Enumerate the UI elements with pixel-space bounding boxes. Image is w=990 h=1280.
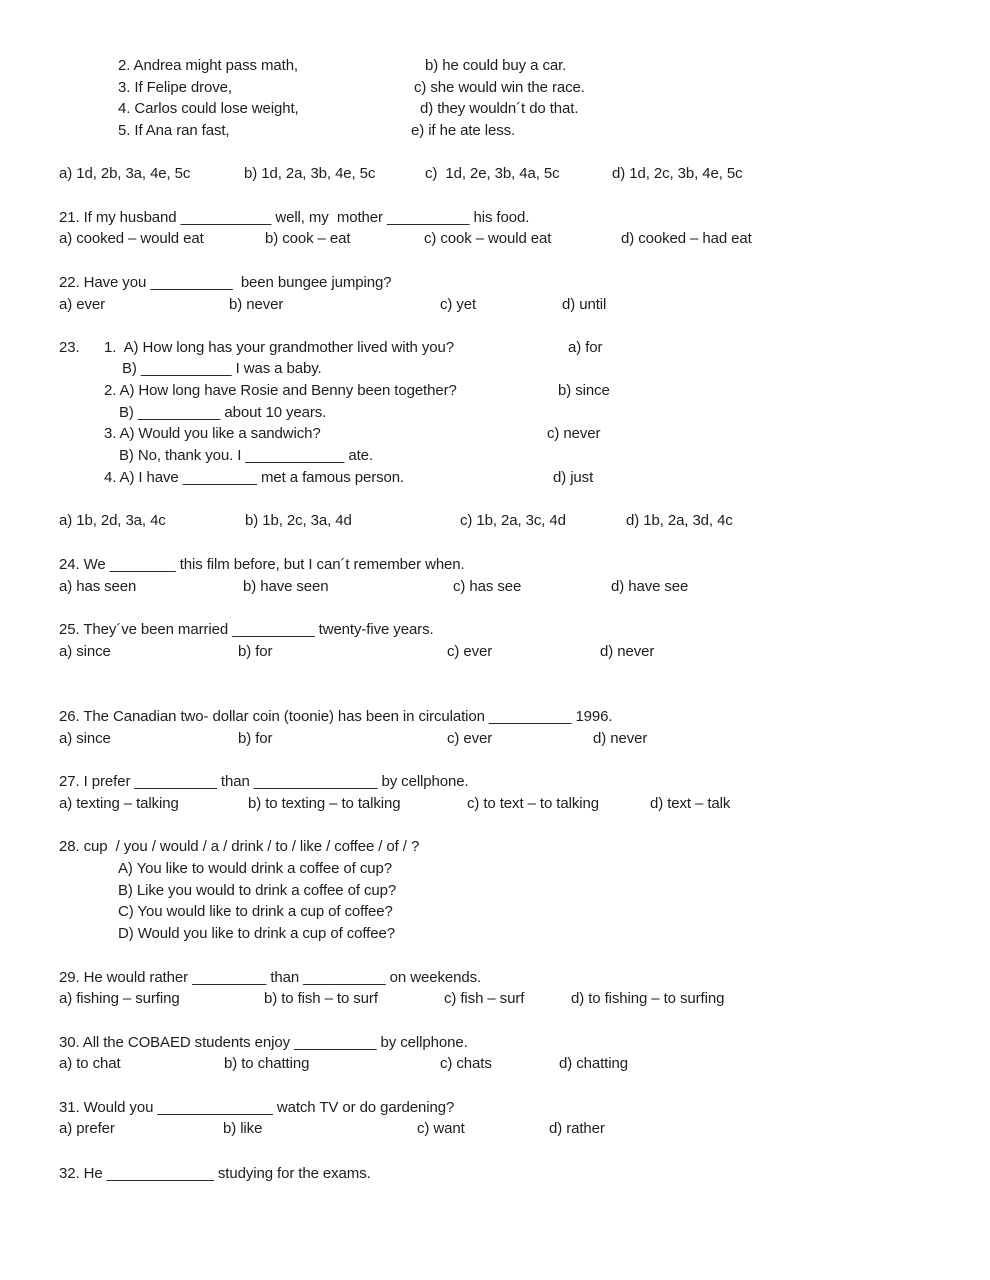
question-text: 31. Would you ______________ watch TV or do gardening? xyxy=(59,1099,455,1116)
match-left: 4. Carlos could lose weight, xyxy=(118,100,299,117)
question-text: 22. Have you __________ been bungee jumping? xyxy=(59,274,392,291)
sub-item: B) ___________ I was a baby. xyxy=(122,360,322,377)
options-22 xyxy=(0,294,990,316)
question-text: 32. He _____________ studying for the exams. xyxy=(59,1165,371,1182)
question-text: 25. They´ve been married __________ twenty-five years. xyxy=(59,621,434,638)
options-24 xyxy=(0,576,990,598)
match-left: 5. If Ana ran fast, xyxy=(118,122,230,139)
option-a: a) has seen xyxy=(59,578,137,595)
option-b: b) 1d, 2a, 3b, 4e, 5c xyxy=(244,165,376,182)
option-d: d) never xyxy=(600,643,655,660)
question-23-item-1b xyxy=(0,358,990,380)
question-text: 29. He would rather _________ than __________ on weekends. xyxy=(59,969,482,986)
option-d: d) rather xyxy=(549,1120,605,1137)
question-23-item-1a xyxy=(0,337,990,359)
match-left: 2. Andrea might pass math, xyxy=(118,57,299,74)
option-b: b) to texting – to talking xyxy=(248,795,401,812)
option-b: b) for xyxy=(238,730,273,747)
option-c: c) want xyxy=(417,1120,465,1137)
sub-item: 2. A) How long have Rosie and Benny been together? xyxy=(104,382,457,399)
option-d: d) cooked – had eat xyxy=(621,230,752,247)
option-a: a) 1b, 2d, 3a, 4c xyxy=(59,512,166,529)
matching-pair-4 xyxy=(0,98,990,120)
question-23-item-3a xyxy=(0,423,990,445)
question-28-choice-a xyxy=(0,858,990,880)
question-28-choice-b xyxy=(0,880,990,902)
question-23-item-2a xyxy=(0,380,990,402)
option-d: d) have see xyxy=(611,578,689,595)
option-b: b) for xyxy=(238,643,273,660)
option-d: d) until xyxy=(562,296,607,313)
options-21 xyxy=(0,228,990,250)
option-b: b) like xyxy=(223,1120,263,1137)
question-text: 24. We ________ this film before, but I can´t remember when. xyxy=(59,556,465,573)
option-a: a) fishing – surfing xyxy=(59,990,180,1007)
sub-item: C) You would like to drink a cup of coffee? xyxy=(118,903,393,920)
question-23-item-2b xyxy=(0,402,990,424)
option-d: d) never xyxy=(593,730,648,747)
option-a: a) ever xyxy=(59,296,105,313)
right-option-c: c) never xyxy=(547,425,601,442)
match-left: 3. If Felipe drove, xyxy=(118,79,232,96)
options-26 xyxy=(0,728,990,750)
sub-item: A) You like to would drink a coffee of cup? xyxy=(118,860,392,877)
option-d: d) text – talk xyxy=(650,795,731,812)
question-31 xyxy=(0,1097,990,1119)
option-d: d) to fishing – to surfing xyxy=(571,990,725,1007)
match-right: c) she would win the race. xyxy=(414,79,585,96)
sub-item: B) Like you would to drink a coffee of cup? xyxy=(118,882,397,899)
question-21 xyxy=(0,207,990,229)
option-b: b) never xyxy=(229,296,284,313)
option-c: c) ever xyxy=(447,643,493,660)
option-c: c) 1d, 2e, 3b, 4a, 5c xyxy=(425,165,560,182)
options-31 xyxy=(0,1118,990,1140)
option-c: c) cook – would eat xyxy=(424,230,552,247)
question-text: 30. All the COBAED students enjoy __________ by cellphone. xyxy=(59,1034,468,1051)
question-text: 26. The Canadian two- dollar coin (toonie) has been in circulation __________ 1996. xyxy=(59,708,613,725)
question-30 xyxy=(0,1032,990,1054)
sub-item: 4. A) I have _________ met a famous person. xyxy=(104,469,405,486)
option-c: c) yet xyxy=(440,296,477,313)
question-25 xyxy=(0,619,990,641)
question-28 xyxy=(0,836,990,858)
question-23-item-4a xyxy=(0,467,990,489)
option-a: a) since xyxy=(59,643,111,660)
question-text: 21. If my husband ___________ well, my mother __________ his food. xyxy=(59,209,530,226)
question-29 xyxy=(0,967,990,989)
option-c: c) ever xyxy=(447,730,493,747)
option-b: b) to chatting xyxy=(224,1055,310,1072)
question-24 xyxy=(0,554,990,576)
sub-item: B) No, thank you. I ____________ ate. xyxy=(119,447,373,464)
option-d: d) chatting xyxy=(559,1055,628,1072)
option-a: a) texting – talking xyxy=(59,795,179,812)
question-23-item-3b xyxy=(0,445,990,467)
sub-item: D) Would you like to drink a cup of coffee? xyxy=(118,925,395,942)
option-c: c) fish – surf xyxy=(444,990,525,1007)
question-32 xyxy=(0,1163,990,1185)
option-a: a) 1d, 2b, 3a, 4e, 5c xyxy=(59,165,191,182)
option-a: a) prefer xyxy=(59,1120,115,1137)
option-c: c) has see xyxy=(453,578,522,595)
option-d: d) 1b, 2a, 3d, 4c xyxy=(626,512,733,529)
option-c: c) chats xyxy=(440,1055,492,1072)
question-22 xyxy=(0,272,990,294)
sub-item: 1. A) How long has your grandmother lived with you? xyxy=(104,339,454,356)
option-b: b) have seen xyxy=(243,578,329,595)
sub-item: 3. A) Would you like a sandwich? xyxy=(104,425,321,442)
answer-key-23 xyxy=(0,510,990,532)
options-27 xyxy=(0,793,990,815)
option-c: c) 1b, 2a, 3c, 4d xyxy=(460,512,566,529)
option-d: d) 1d, 2c, 3b, 4e, 5c xyxy=(612,165,743,182)
option-b: b) 1b, 2c, 3a, 4d xyxy=(245,512,352,529)
question-text: 27. I prefer __________ than _______________ by cellphone. xyxy=(59,773,469,790)
options-29 xyxy=(0,988,990,1010)
option-b: b) cook – eat xyxy=(265,230,351,247)
options-25 xyxy=(0,641,990,663)
right-option-a: a) for xyxy=(568,339,603,356)
right-option-b: b) since xyxy=(558,382,610,399)
option-b: b) to fish – to surf xyxy=(264,990,378,1007)
question-28-choice-d xyxy=(0,923,990,945)
option-a: a) since xyxy=(59,730,111,747)
match-right: e) if he ate less. xyxy=(411,122,516,139)
right-option-d: d) just xyxy=(553,469,594,486)
options-30 xyxy=(0,1053,990,1075)
sub-item: B) __________ about 10 years. xyxy=(119,404,327,421)
match-right: d) they wouldn´t do that. xyxy=(420,100,579,117)
answer-key-matching xyxy=(0,163,990,185)
question-text: 28. cup / you / would / a / drink / to / like / coffee / of / ? xyxy=(59,838,420,855)
option-a: a) cooked – would eat xyxy=(59,230,204,247)
match-right: b) he could buy a car. xyxy=(425,57,567,74)
matching-pair-5 xyxy=(0,120,990,142)
option-c: c) to text – to talking xyxy=(467,795,599,812)
option-a: a) to chat xyxy=(59,1055,121,1072)
matching-pair-2 xyxy=(0,55,990,77)
question-28-choice-c xyxy=(0,901,990,923)
question-27 xyxy=(0,771,990,793)
question-26 xyxy=(0,706,990,728)
matching-pair-3 xyxy=(0,77,990,99)
question-number: 23. xyxy=(59,339,80,356)
